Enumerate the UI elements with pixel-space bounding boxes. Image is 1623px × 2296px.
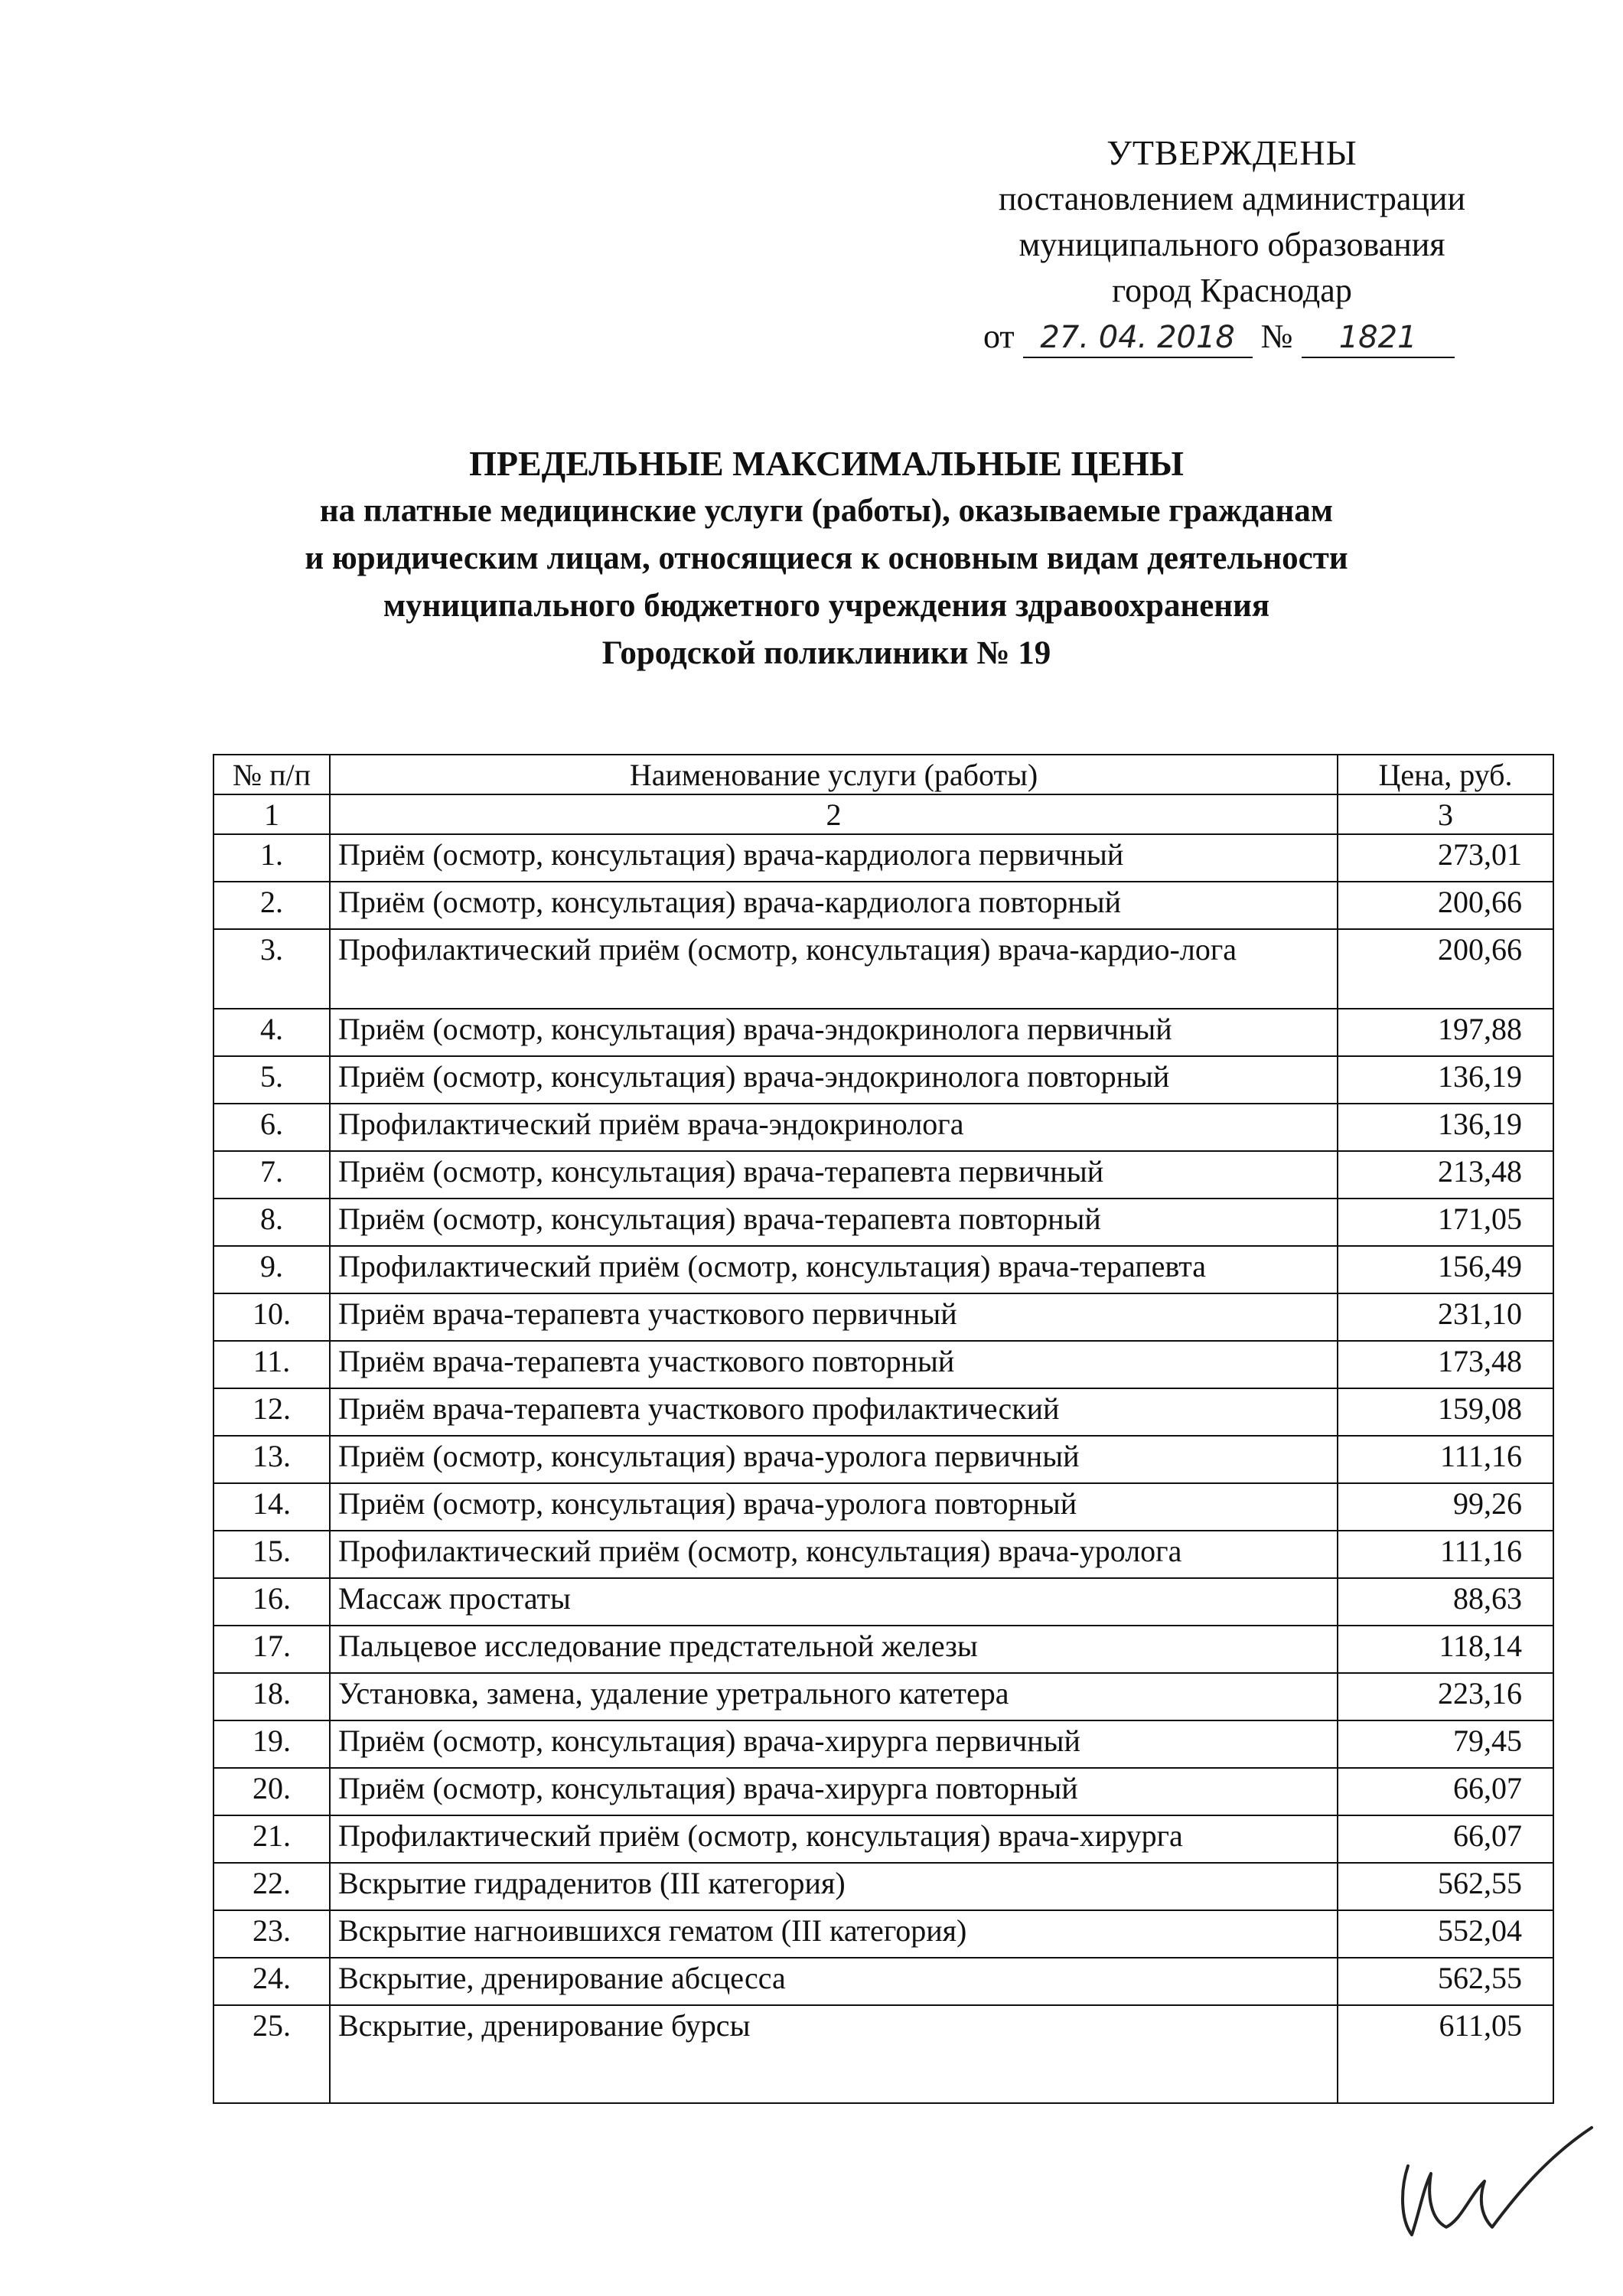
approval-line-1: постановлением администрации <box>998 180 1466 217</box>
row-name: Приём (осмотр, консультация) врача-хирурга первичный <box>330 1720 1338 1768</box>
row-price: 231,10 <box>1338 1293 1553 1341</box>
row-name: Приём врача-терапевта участкового первичный <box>330 1293 1338 1341</box>
table-row <box>213 834 1553 882</box>
row-no: 13. <box>213 1436 330 1483</box>
row-price: 136,19 <box>1338 1056 1553 1104</box>
approval-line-3: город Краснодар <box>1112 272 1352 309</box>
table-row <box>213 1910 1553 1958</box>
row-name: Приём (осмотр, консультация) врача-уролога первичный <box>330 1436 1338 1483</box>
header-no: № п/п <box>213 755 330 794</box>
row-no: 2. <box>213 882 330 929</box>
table-row <box>213 1056 1553 1104</box>
table-row <box>213 1720 1553 1768</box>
handwritten-date: 27. 04. 2018 <box>1023 318 1253 358</box>
table-index-row <box>213 794 1553 834</box>
row-name: Вскрытие, дренирование бурсы <box>330 2005 1338 2103</box>
document-title <box>184 440 1469 677</box>
row-no: 14. <box>213 1483 330 1531</box>
row-no: 23. <box>213 1910 330 1958</box>
row-no: 19. <box>213 1720 330 1768</box>
table-row <box>213 1531 1553 1578</box>
table-row <box>213 1815 1553 1863</box>
row-no: 1. <box>213 834 330 882</box>
row-price: 273,01 <box>1338 834 1553 882</box>
table-row <box>213 1436 1553 1483</box>
title-line-3: муниципального бюджетного учреждения здравоохранения <box>383 588 1270 624</box>
row-name: Приём (осмотр, консультация) врача-эндокринолога первичный <box>330 1009 1338 1056</box>
row-price: 562,55 <box>1338 1958 1553 2005</box>
row-name: Вскрытие, дренирование абсцесса <box>330 1958 1338 2005</box>
row-no: 15. <box>213 1531 330 1578</box>
row-name: Приём (осмотр, консультация) врача-уролога повторный <box>330 1483 1338 1531</box>
table-row <box>213 1863 1553 1910</box>
row-name: Приём врача-терапевта участкового повторный <box>330 1341 1338 1388</box>
row-name: Профилактический приём (осмотр, консультация) врача-терапевта <box>330 1246 1338 1293</box>
row-no: 4. <box>213 1009 330 1056</box>
row-price: 66,07 <box>1338 1768 1553 1815</box>
row-price: 197,88 <box>1338 1009 1553 1056</box>
date-prefix: от <box>983 318 1015 355</box>
row-price: 200,66 <box>1338 929 1553 1009</box>
row-price: 156,49 <box>1338 1246 1553 1293</box>
row-price: 118,14 <box>1338 1626 1553 1673</box>
table-row <box>213 1578 1553 1626</box>
row-no: 22. <box>213 1863 330 1910</box>
row-price: 79,45 <box>1338 1720 1553 1768</box>
signature-mark <box>1377 2120 1607 2242</box>
row-name: Профилактический приём (осмотр, консультация) врача-уролога <box>330 1531 1338 1578</box>
row-no: 20. <box>213 1768 330 1815</box>
table-row <box>213 1246 1553 1293</box>
row-name: Приём (осмотр, консультация) врача-кардиолога повторный <box>330 882 1338 929</box>
row-no: 24. <box>213 1958 330 2005</box>
price-table <box>213 754 1554 2104</box>
approved-heading: УТВЕРЖДЕНЫ <box>1106 133 1357 172</box>
row-name: Приём (осмотр, консультация) врача-хирурга повторный <box>330 1768 1338 1815</box>
table-row <box>213 1626 1553 1673</box>
row-name: Приём (осмотр, консультация) врача-эндокринолога повторный <box>330 1056 1338 1104</box>
table-row <box>213 929 1553 1009</box>
row-name: Приём (осмотр, консультация) врача-терапевта первичный <box>330 1151 1338 1199</box>
table-row <box>213 1293 1553 1341</box>
table-row <box>213 2005 1553 2103</box>
row-name: Профилактический приём (осмотр, консультация) врача-хирурга <box>330 1815 1338 1863</box>
row-name: Вскрытие нагноившихся гематом (III категория) <box>330 1910 1338 1958</box>
approval-block <box>949 130 1515 360</box>
row-no: 25. <box>213 2005 330 2103</box>
row-no: 9. <box>213 1246 330 1293</box>
index-col-3: 3 <box>1338 794 1553 834</box>
row-price: 99,26 <box>1338 1483 1553 1531</box>
row-price: 552,04 <box>1338 1910 1553 1958</box>
approval-date-line <box>949 314 1515 360</box>
row-no: 3. <box>213 929 330 1009</box>
title-line-4: Городской поликлиники № 19 <box>601 635 1051 671</box>
approval-line-2: муниципального образования <box>1018 226 1445 263</box>
row-name: Приём (осмотр, консультация) врача-терапевта повторный <box>330 1199 1338 1246</box>
row-price: 111,16 <box>1338 1531 1553 1578</box>
title-line-2: и юридическим лицам, относящиеся к основным видам деятельности <box>305 540 1348 576</box>
row-price: 159,08 <box>1338 1388 1553 1436</box>
table-row <box>213 1673 1553 1720</box>
table-row <box>213 1104 1553 1151</box>
row-no: 11. <box>213 1341 330 1388</box>
row-price: 173,48 <box>1338 1341 1553 1388</box>
index-col-2: 2 <box>330 794 1338 834</box>
row-no: 12. <box>213 1388 330 1436</box>
row-no: 10. <box>213 1293 330 1341</box>
row-price: 171,05 <box>1338 1199 1553 1246</box>
table-row <box>213 1341 1553 1388</box>
table-row <box>213 1958 1553 2005</box>
row-name: Установка, замена, удаление уретрального катетера <box>330 1673 1338 1720</box>
row-price: 136,19 <box>1338 1104 1553 1151</box>
row-name: Пальцевое исследование предстательной железы <box>330 1626 1338 1673</box>
row-no: 7. <box>213 1151 330 1199</box>
row-price: 213,48 <box>1338 1151 1553 1199</box>
table-row <box>213 1483 1553 1531</box>
table-row <box>213 1199 1553 1246</box>
title-main: ПРЕДЕЛЬНЫЕ МАКСИМАЛЬНЫЕ ЦЕНЫ <box>469 444 1184 483</box>
row-price: 223,16 <box>1338 1673 1553 1720</box>
row-price: 611,05 <box>1338 2005 1553 2103</box>
row-no: 21. <box>213 1815 330 1863</box>
row-no: 18. <box>213 1673 330 1720</box>
table-row <box>213 1009 1553 1056</box>
header-price: Цена, руб. <box>1338 755 1553 794</box>
index-col-1: 1 <box>213 794 330 834</box>
row-price: 66,07 <box>1338 1815 1553 1863</box>
table-row <box>213 1768 1553 1815</box>
table-row <box>213 882 1553 929</box>
row-no: 6. <box>213 1104 330 1151</box>
row-name: Профилактический приём (осмотр, консультация) врача-кардио-лога <box>330 929 1338 1009</box>
table-header-row <box>213 755 1553 794</box>
row-price: 562,55 <box>1338 1863 1553 1910</box>
title-line-1: на платные медицинские услуги (работы), оказываемые гражданам <box>319 493 1334 529</box>
row-price: 88,63 <box>1338 1578 1553 1626</box>
row-no: 17. <box>213 1626 330 1673</box>
row-name: Приём врача-терапевта участкового профилактический <box>330 1388 1338 1436</box>
number-prefix: № <box>1260 318 1293 355</box>
row-name: Профилактический приём врача-эндокринолога <box>330 1104 1338 1151</box>
row-no: 8. <box>213 1199 330 1246</box>
row-price: 200,66 <box>1338 882 1553 929</box>
table-row <box>213 1151 1553 1199</box>
row-name: Вскрытие гидраденитов (III категория) <box>330 1863 1338 1910</box>
header-name: Наименование услуги (работы) <box>330 755 1338 794</box>
row-name: Приём (осмотр, консультация) врача-кардиолога первичный <box>330 834 1338 882</box>
row-no: 5. <box>213 1056 330 1104</box>
row-name: Массаж простаты <box>330 1578 1338 1626</box>
row-no: 16. <box>213 1578 330 1626</box>
handwritten-number: 1821 <box>1302 318 1455 358</box>
table-row <box>213 1388 1553 1436</box>
row-price: 111,16 <box>1338 1436 1553 1483</box>
